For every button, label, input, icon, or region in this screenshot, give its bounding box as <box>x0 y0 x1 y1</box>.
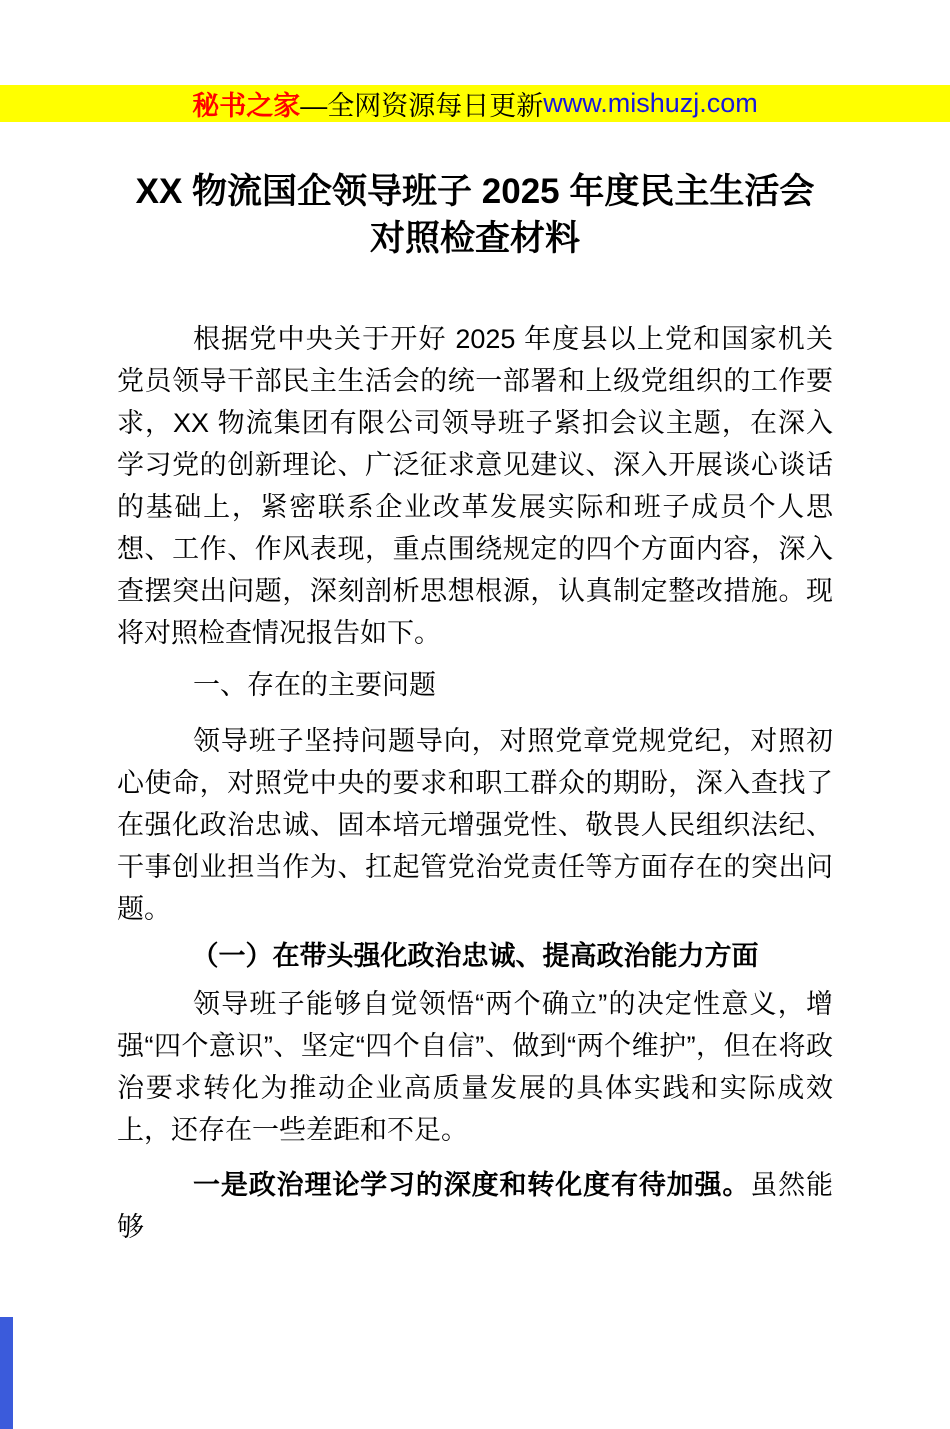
document-title <box>0 168 950 262</box>
section1-intro-paragraph: 领导班子坚持问题导向，对照党章党规党纪，对照初心使命，对照党中央的要求和职工群众的期盼，深入查找了在强化政治忠诚、固本培元增强党性、敬畏人民组织法纪、干事创业担当作为、扛起管党治党责任等方面存在的突出问题。 <box>117 726 833 924</box>
point1-paragraph <box>117 1164 833 1248</box>
document-title-line1: XX 物流国企领导班子 2025 年度民主生活会 <box>135 172 815 211</box>
subsection1-paragraph: 领导班子能够自觉领悟“两个确立”的决定性意义，增强“四个意识”、坚定“四个自信”、做到“两个维护”，但在将政治要求转化为推动企业高质量发展的具体实践和实际成效上，还存在一些差距和不足。 <box>117 989 833 1145</box>
watermark-slogan: —全网资源每日更新 <box>300 91 544 121</box>
intro-paragraph: 根据党中央关于开好 2025 年度县以上党和国家机关党员领导干部民主生活会的统一部署和上级党组织的工作要求，XX 物流集团有限公司领导班子紧扣会议主题，在深入学习党的创新理论、广泛征求意见建议、深入开展谈心谈话的基础上，紧密联系企业改革发展实际和班子成员个人思想、工作、作风表现，重点围绕规定的四个方面内容，深入查摆突出问题，深刻剖析思想根源，认真制定整改措施。现将对照检查情况报告如下。 <box>117 324 833 648</box>
watermark-site-name: 秘书之家 <box>192 91 301 121</box>
document-page <box>0 85 950 1429</box>
document-body <box>117 318 833 1248</box>
watermark-url-link[interactable]: www.mishuzj.com <box>543 88 758 118</box>
section1-heading: 一、存在的主要问题 <box>193 670 436 700</box>
document-title-line2: 对照检查材料 <box>369 219 580 258</box>
watermark-band <box>0 85 950 122</box>
point1-rest-text: 虽然能够 <box>117 1170 834 1242</box>
subsection1-heading: （一）在带头强化政治忠诚、提高政治能力方面 <box>191 941 759 971</box>
left-edge-accent-bar <box>0 1317 13 1429</box>
point1-bold-lead: 一是政治理论学习的深度和转化度有待加强。 <box>193 1170 751 1200</box>
